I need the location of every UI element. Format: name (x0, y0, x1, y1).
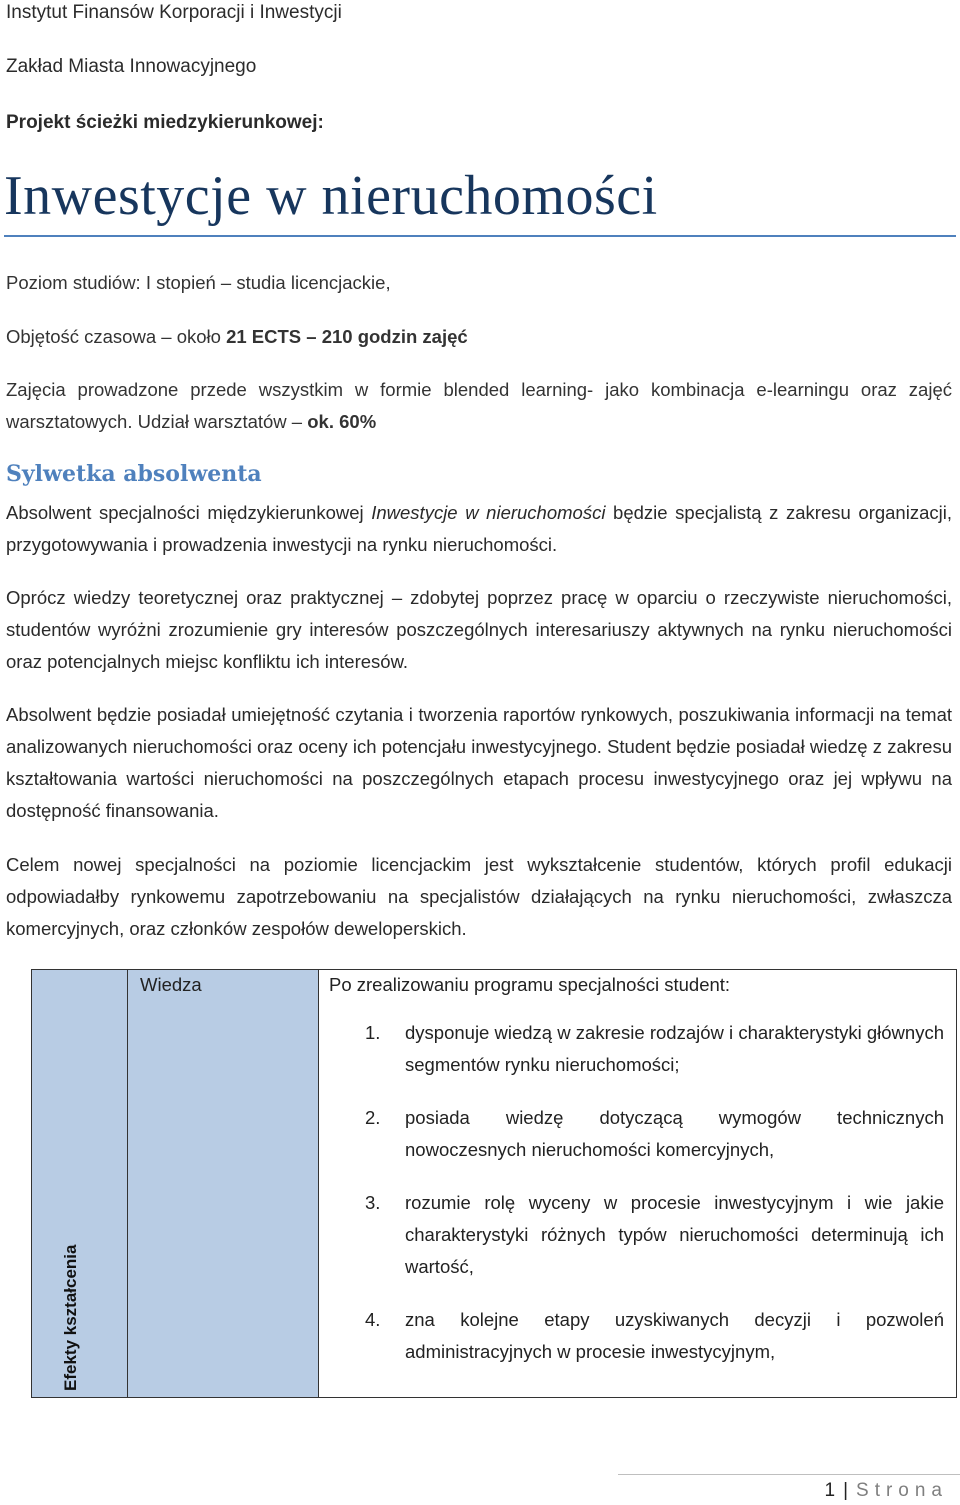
institute-name: Instytut Finansów Korporacji i Inwestycji (6, 2, 342, 23)
profile-paragraph-3: Absolwent będzie posiadał umiejętność czytania i tworzenia raportów rynkowych, poszukiwania informacji na temat analizowanych nieruchomości oraz oceny ich potencjału inwestycyjnego. Student będzie posiadał wiedzę z zakresu kształtowania wartości nieruchomości na poszczególnych etapach procesu inwestycyjnego oraz jej wpływu na dostępność finansowania. (6, 704, 952, 821)
outcomes-table (31, 969, 957, 1398)
profile-paragraph-1 (6, 497, 952, 561)
outcomes-list (319, 1017, 956, 1368)
title-underline (4, 235, 956, 237)
page-number: 1 (824, 1480, 836, 1501)
footer-separator: | (843, 1480, 849, 1501)
category-cell (128, 970, 319, 1398)
outcomes-side-cell (32, 970, 128, 1398)
list-item-number: 4. (365, 1309, 381, 1330)
profile-p1-after: będzie specjalistą z zakresu organizacji, przygotowywania i prowadzenia inwestycji na rynku nieruchomości. (6, 502, 952, 555)
page-word: Strona (856, 1480, 948, 1501)
list-item (319, 1017, 956, 1081)
list-item (319, 1102, 956, 1166)
specialty-name: Inwestycje w nieruchomości (371, 502, 606, 523)
study-level: Poziom studiów: I stopień – studia licencjackie, (6, 272, 391, 293)
outcomes-side-label: Efekty kształcenia (61, 1244, 80, 1391)
list-item-number: 3. (365, 1192, 381, 1213)
list-item-number: 2. (365, 1107, 381, 1128)
list-item (319, 1304, 956, 1368)
list-item (319, 1187, 956, 1283)
list-item-text: posiada wiedzę dotyczącą wymogów technicznych nowoczesnych nieruchomości komercyjnych, (405, 1107, 944, 1160)
page-title: Inwestycje w nieruchomości (4, 165, 658, 227)
outcomes-body-cell (319, 970, 957, 1398)
profile-paragraph-4: Celem nowej specjalności na poziomie licencjackim jest wykształcenie studentów, których profil edukacji odpowiadałby rynkowemu zapotrzebowaniu na specjalistów działających na rynku nieruchomości, zwłaszcza komercyjnych, oraz członków zespołów deweloperskich. (6, 854, 952, 939)
category-label: Wiedza (140, 974, 202, 995)
footer-rule (618, 1474, 960, 1475)
study-format-text: Zajęcia prowadzone przede wszystkim w formie blended learning- jako kombinacja e-learningu oraz zajęć warsztatowych. Udział warsztatów – (6, 379, 952, 432)
list-item-text: rozumie rolę wyceny w procesie inwestycyjnym i wie jakie charakterystyki różnych typów nieruchomości determinują ich wartość, (405, 1192, 944, 1277)
project-label: Projekt ścieżki miedzykierunkowej: (6, 112, 324, 133)
profile-p1-before: Absolwent specjalności międzykierunkowej (6, 502, 372, 523)
study-volume-label: Objętość czasowa – około (6, 326, 227, 347)
study-volume-value: 21 ECTS – 210 godzin zajęć (226, 326, 468, 347)
workshop-share: ok. 60% (307, 411, 377, 432)
profile-paragraph-2: Oprócz wiedzy teoretycznej oraz praktycznej – zdobytej poprzez pracę w oparciu o rzeczywiste nieruchomości, studentów wyróżni zrozumienie gry interesów poszczególnych interesariuszy aktywnych na rynku nieruchomości oraz potencjalnych miejsc konfliktu ich interesów. (6, 587, 952, 672)
outcomes-lead: Po zrealizowaniu programu specjalności student: (329, 974, 731, 995)
page-footer (825, 1480, 949, 1502)
list-item-number: 1. (365, 1022, 381, 1043)
study-volume (6, 326, 468, 348)
side-label-box (59, 1211, 83, 1391)
list-item-text: zna kolejne etapy uzyskiwanych decyzji i pozwoleń administracyjnych w procesie inwestycyjnym, (405, 1309, 944, 1362)
section-heading: Sylwetka absolwenta (6, 461, 262, 487)
department-name: Zakład Miasta Innowacyjnego (6, 56, 257, 77)
study-format (6, 374, 952, 438)
list-item-text: dysponuje wiedzą w zakresie rodzajów i charakterystyki głównych segmentów rynku nieruchomości; (405, 1022, 944, 1075)
